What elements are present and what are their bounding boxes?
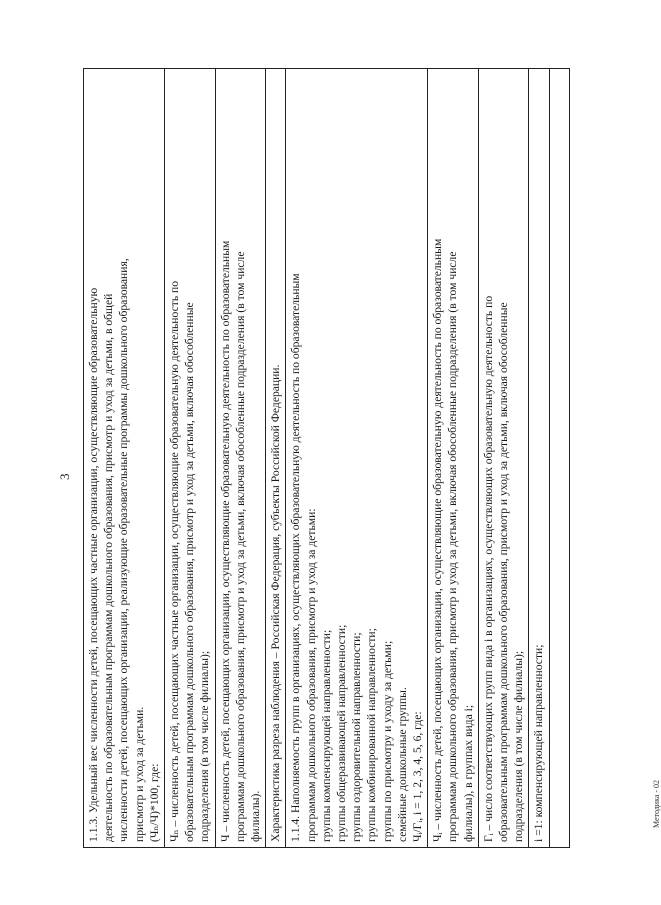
- footer-label: Методика - 02: [652, 779, 661, 828]
- text-line: Чᵢ/Гᵢ, i = 1, 2, 3, 4, 5, 6, где:: [411, 711, 425, 842]
- text-line: i =1: компенсирующей направленности;: [532, 644, 546, 842]
- table-row: [428, 69, 479, 848]
- table-cell: [84, 69, 165, 848]
- text-line: подразделения (в том числе филиалы);: [512, 650, 526, 842]
- text-line: (Чₙ/Ч)*100, где:: [147, 763, 161, 842]
- text-line: образовательным программам дошкольного образования, присмотр и уход за детьми, включая обособленные: [183, 302, 197, 842]
- text-line: программам дошкольного образования, присмотр и уход за детьми, включая обособленные подразделения (в том числе: [233, 251, 247, 842]
- text-line: группы компенсирующей направленности;: [319, 629, 333, 842]
- text-line: численности детей, посещающих организации, реализующие образовательные программы дошкольного образования,: [117, 258, 131, 842]
- table-row: [549, 69, 569, 848]
- table-cell: [286, 69, 428, 848]
- text-line: деятельность по образовательным программам дошкольного образования, присмотр и уход за детьми, в общей: [102, 293, 116, 842]
- table-cell: [215, 69, 266, 848]
- table-cell: [428, 69, 479, 848]
- text-line: образовательным программам дошкольного образования, присмотр и уход за детьми, включая обособленные: [497, 302, 511, 842]
- table-row: [478, 69, 529, 848]
- text-line: Характеристика разреза наблюдения – Российская Федерация, субъекты Российской Федерации.: [269, 364, 283, 842]
- text-line: 1.1.4. Наполняемость групп в организациях, осуществляющих образовательную деятельность по образовательным: [289, 273, 303, 842]
- table-row: [84, 69, 165, 848]
- table-row: [215, 69, 266, 848]
- table-cell: [266, 69, 286, 848]
- text-line: семейные дошкольные группы.: [395, 687, 409, 842]
- text-line: Чᵢ – численность детей, посещающих организации, осуществляющие образовательную деятельность по образовательным: [431, 238, 445, 842]
- table-row: [529, 69, 549, 848]
- table-cell: [549, 69, 569, 848]
- text-line: Гᵢ – число соответствующих групп вида i в организациях, осуществляющих образовательную деятельность по: [481, 295, 495, 842]
- text-line: Чₙ – численность детей, посещающих частные организации, осуществляющие образовательную деятельность по: [168, 280, 182, 842]
- text-line: Ч – численность детей, посещающих организации, осуществляющие образовательную деятельность по образовательным: [218, 240, 232, 842]
- text-line: присмотр и уход за детьми.: [132, 706, 146, 842]
- text-line: группы общеразвивающей направленности;: [335, 624, 349, 842]
- text-line: программам дошкольного образования, присмотр и уход за детьми:: [304, 508, 318, 842]
- rotated-page: [57, 68, 661, 848]
- table-row: [286, 69, 428, 848]
- text-line: филиалы), в группах вида i;: [461, 704, 475, 842]
- text-line: подразделения (в том числе филиалы);: [198, 650, 212, 842]
- text-line: группы оздоровительной направленности;: [350, 632, 364, 842]
- text-line: программам дошкольного образования, присмотр и уход за детьми, включая обособленные подразделения (в том числе: [446, 251, 460, 842]
- methodology-table: [83, 68, 570, 848]
- text-line: 1.1.3. Удельный вес численности детей, посещающих частные организации, осуществляющие образовательную: [87, 287, 100, 842]
- table-row: [165, 69, 216, 848]
- table-cell: [529, 69, 549, 848]
- page-number: 3: [57, 473, 72, 480]
- table-row: [266, 69, 286, 848]
- table-cell: [478, 69, 529, 848]
- text-line: [552, 74, 567, 842]
- table-cell: [165, 69, 216, 848]
- text-line: группы комбинированной направленности;: [365, 628, 379, 842]
- text-line: группы по присмотру и уходу за детьми;: [380, 640, 394, 842]
- text-line: филиалы).: [249, 790, 263, 842]
